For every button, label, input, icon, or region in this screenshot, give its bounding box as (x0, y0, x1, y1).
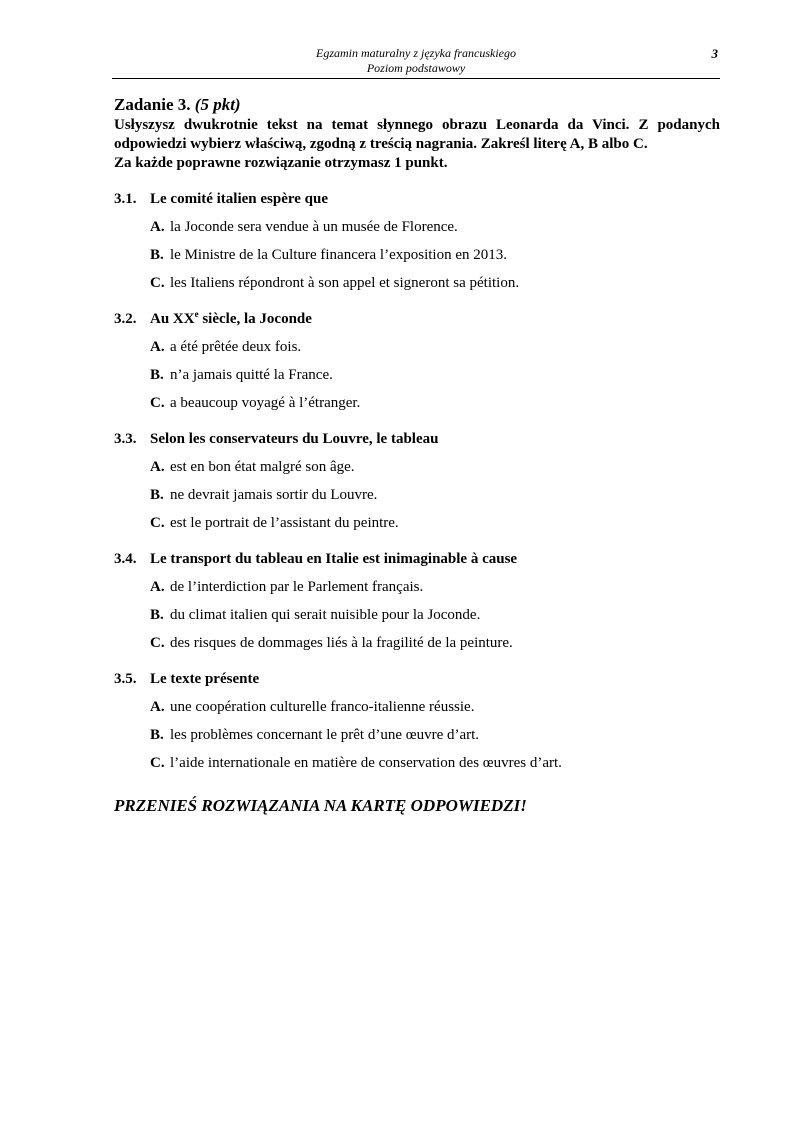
option-letter: A. (150, 699, 165, 715)
option-text: a beaucoup voyagé à l’étranger. (170, 395, 361, 411)
header-level: Poziom podstawowy (366, 61, 466, 75)
question-stem (114, 550, 720, 569)
question-number: 3.1. (114, 191, 137, 207)
option-text: des risques de dommages liés à la fragilité de la peinture. (170, 635, 513, 651)
option-a[interactable] (114, 218, 720, 237)
task-scoring: Za każde poprawne rozwiązanie otrzymasz 1 punkt. (114, 155, 448, 171)
question-number: 3.3. (114, 431, 137, 447)
option-text: les Italiens répondront à son appel et signeront sa pétition. (170, 275, 520, 291)
option-letter: B. (150, 367, 164, 383)
question-3-5 (114, 670, 720, 773)
option-text: le Ministre de la Culture financera l’exposition en 2013. (170, 247, 507, 263)
question-number: 3.5. (114, 671, 137, 687)
question-number: 3.2. (114, 311, 137, 327)
option-a[interactable] (114, 698, 720, 717)
option-text: une coopération culturelle franco-italienne réussie. (170, 699, 475, 715)
question-text: Le texte présente (150, 671, 260, 687)
task-title (114, 94, 720, 116)
option-b[interactable] (114, 606, 720, 625)
page-header (112, 46, 720, 79)
option-a[interactable] (114, 338, 720, 357)
question-stem (114, 670, 720, 689)
question-stem (114, 310, 720, 329)
option-a[interactable] (114, 458, 720, 477)
question-text: Le comité italien espère que (150, 191, 329, 207)
option-letter: B. (150, 727, 164, 743)
option-letter: C. (150, 395, 165, 411)
option-text: l’aide internationale en matière de conservation des œuvres d’art. (170, 755, 562, 771)
question-3-4 (114, 550, 720, 653)
option-text: n’a jamais quitté la France. (170, 367, 333, 383)
task-instruction: Usłyszysz dwukrotnie tekst na temat słynnego obrazu Leonarda da Vinci. Z podanych odpowiedzi wybierz właściwą, zgodną z treścią nagrania. Zakreśl literę A, B albo C. (114, 117, 720, 152)
option-c[interactable] (114, 274, 720, 293)
question-text-after: siècle, la Joconde (198, 311, 312, 327)
option-b[interactable] (114, 486, 720, 505)
question-text: Selon les conservateurs du Louvre, le tableau (150, 431, 439, 447)
option-letter: A. (150, 579, 165, 595)
option-letter: A. (150, 339, 165, 355)
option-letter: A. (150, 459, 165, 475)
question-stem (114, 430, 720, 449)
transfer-answers-note: PRZENIEŚ ROZWIĄZANIA NA KARTĘ ODPOWIEDZI! (114, 796, 527, 815)
question-text: Le transport du tableau en Italie est inimaginable à cause (150, 551, 518, 567)
question-text-before: Au XX (150, 311, 195, 327)
question-3-2 (114, 310, 720, 413)
page-number: 3 (711, 46, 718, 61)
question-3-1 (114, 190, 720, 293)
option-b[interactable] (114, 726, 720, 745)
option-letter: B. (150, 607, 164, 623)
option-c[interactable] (114, 514, 720, 533)
option-text: ne devrait jamais sortir du Louvre. (170, 487, 378, 503)
header-exam-title: Egzamin maturalny z języka francuskiego (316, 46, 516, 60)
option-b[interactable] (114, 246, 720, 265)
option-text: les problèmes concernant le prêt d’une œuvre d’art. (170, 727, 480, 743)
question-text (150, 310, 312, 329)
question-stem (114, 190, 720, 209)
superscript-e: e (194, 309, 199, 319)
option-c[interactable] (114, 754, 720, 773)
option-b[interactable] (114, 366, 720, 385)
option-letter: B. (150, 487, 164, 503)
option-text: est le portrait de l’assistant du peintre. (170, 515, 399, 531)
option-text: est en bon état malgré son âge. (170, 459, 355, 475)
option-letter: A. (150, 219, 165, 235)
option-text: de l’interdiction par le Parlement français. (170, 579, 424, 595)
task-points: (5 pkt) (194, 95, 241, 114)
option-c[interactable] (114, 634, 720, 653)
option-a[interactable] (114, 578, 720, 597)
option-text: a été prêtée deux fois. (170, 339, 302, 355)
option-text: du climat italien qui serait nuisible pour la Joconde. (170, 607, 481, 623)
option-letter: C. (150, 275, 165, 291)
question-number: 3.4. (114, 551, 137, 567)
option-letter: C. (150, 635, 165, 651)
option-letter: B. (150, 247, 164, 263)
option-letter: C. (150, 515, 165, 531)
task-content (114, 94, 720, 817)
task-title-text: Zadanie 3. (114, 95, 191, 114)
option-letter: C. (150, 755, 165, 771)
option-c[interactable] (114, 394, 720, 413)
option-text: la Joconde sera vendue à un musée de Florence. (170, 219, 458, 235)
question-3-3 (114, 430, 720, 533)
